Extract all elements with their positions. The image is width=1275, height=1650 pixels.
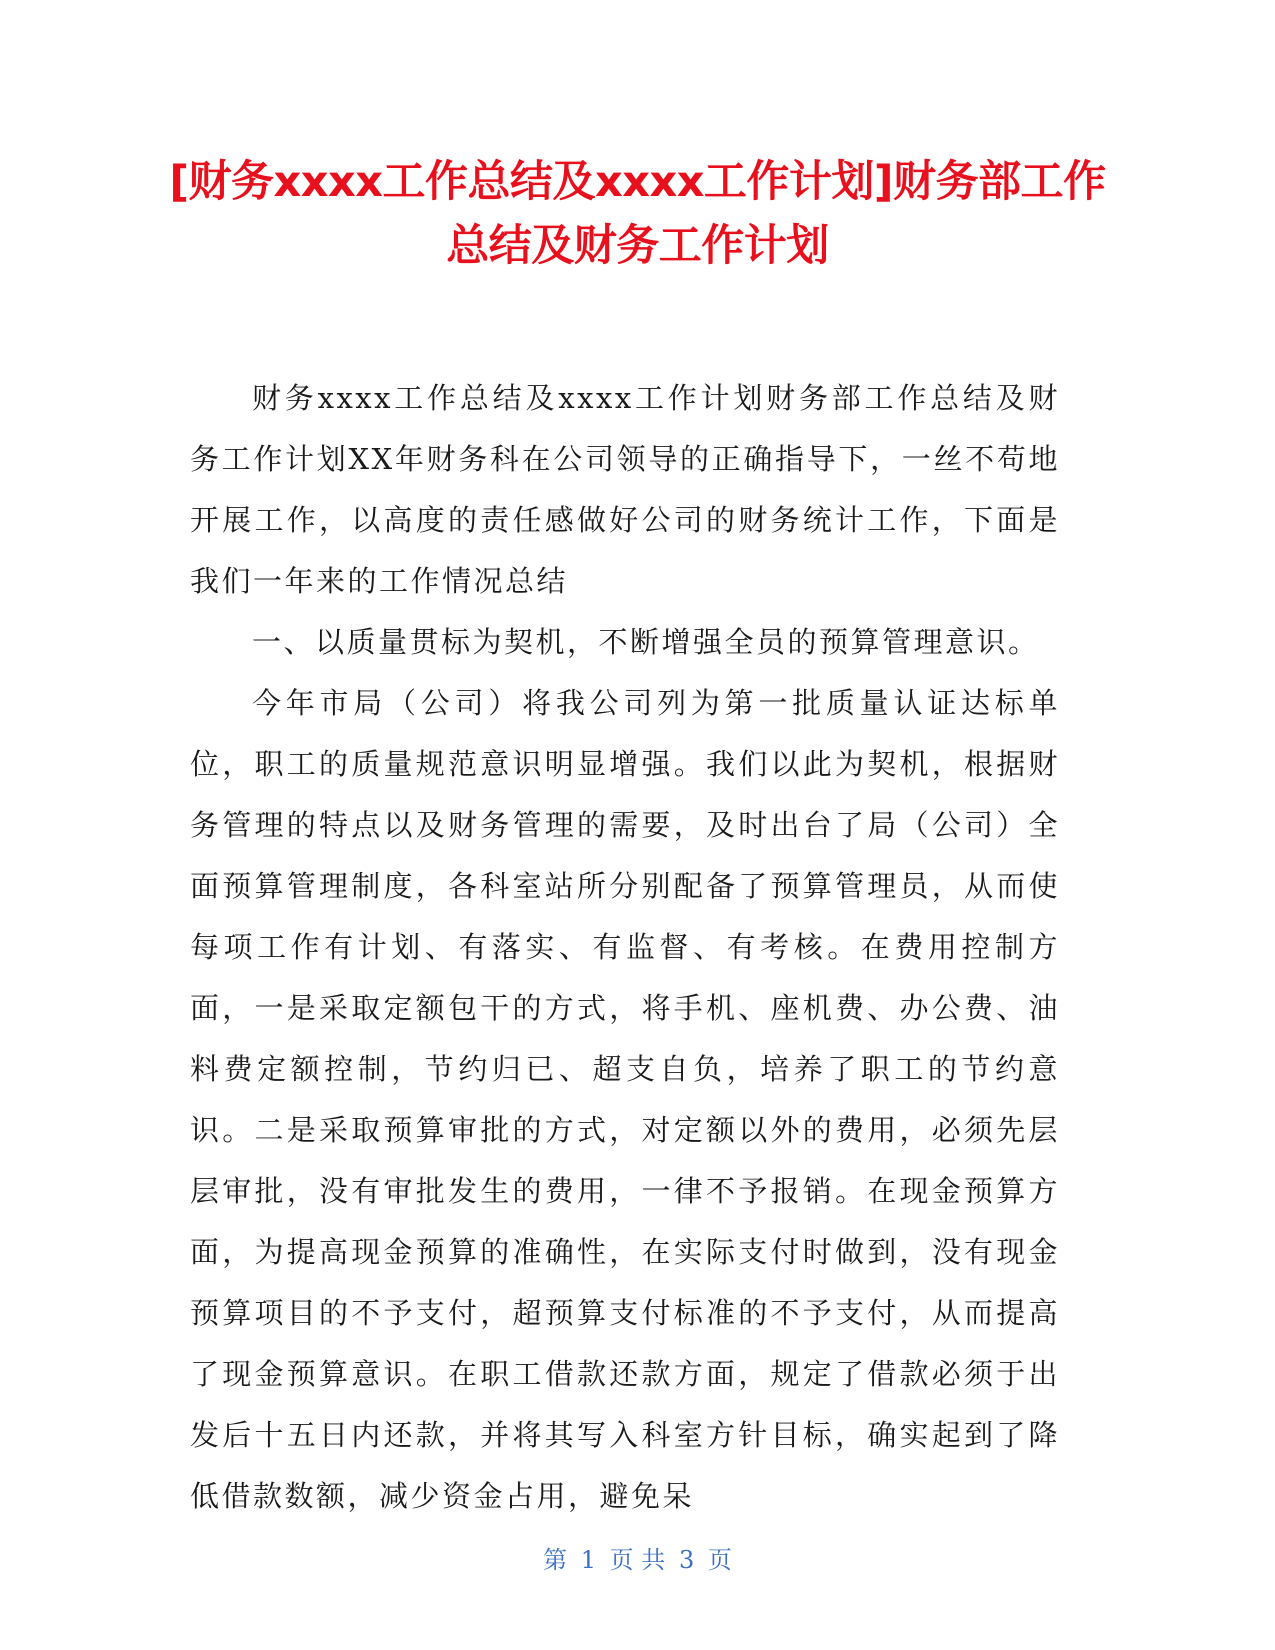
document-title: [财务xxxx工作总结及xxxx工作计划]财务部工作总结及财务工作计划 xyxy=(169,157,1106,271)
page-label-mid: 页 共 xyxy=(609,1546,666,1574)
paragraph-budget-management: 今年市局（公司）将我公司列为第一批质量认证达标单位，职工的质量规范意识明显增强。我们以此为契机，根据财务管理的特点以及财务管理的需要，及时出台了局（公司）全面预算管理制度，各科室站所分别配备了预算管理员，从而使每项工作有计划、有落实、有监督、有考核。在费用控制方面，一是采取定额包干的方式，将手机、座机费、办公费、油料费定额控制，节约归已、超支自负，培养了职工的节约意识。二是采取预算审批的方式，对定额以外的费用，必须先层层审批，没有审批发生的费用，一律不予报销。在现金预算方面，为提高现金预算的准确性，在实际支付时做到，没有现金预算项目的不予支付，超预算支付标准的不予支付，从而提高了现金预算意识。在职工借款还款方面，规定了借款必须于出发后十五日内还款，并将其写入科室方针目标，确实起到了降低借款数额，减少资金占用，避免呆 xyxy=(190,686,1060,1513)
total-pages: 3 xyxy=(678,1546,695,1574)
paragraph-intro: 财务xxxx工作总结及xxxx工作计划财务部工作总结及财务工作计划XX年财务科在公司领导的正确指导下，一丝不苟地开展工作，以高度的责任感做好公司的财务统计工作，下面是我们一年来的工作情况总结 xyxy=(190,381,1060,598)
paragraph-section-heading: 一、以质量贯标为契机，不断增强全员的预算管理意识。 xyxy=(252,625,1040,659)
page-label-prefix: 第 xyxy=(543,1546,568,1574)
page-label-suffix: 页 xyxy=(707,1546,732,1574)
page-number: 1 xyxy=(580,1546,597,1574)
document-body xyxy=(190,368,1060,1527)
page-footer xyxy=(0,1545,1275,1575)
